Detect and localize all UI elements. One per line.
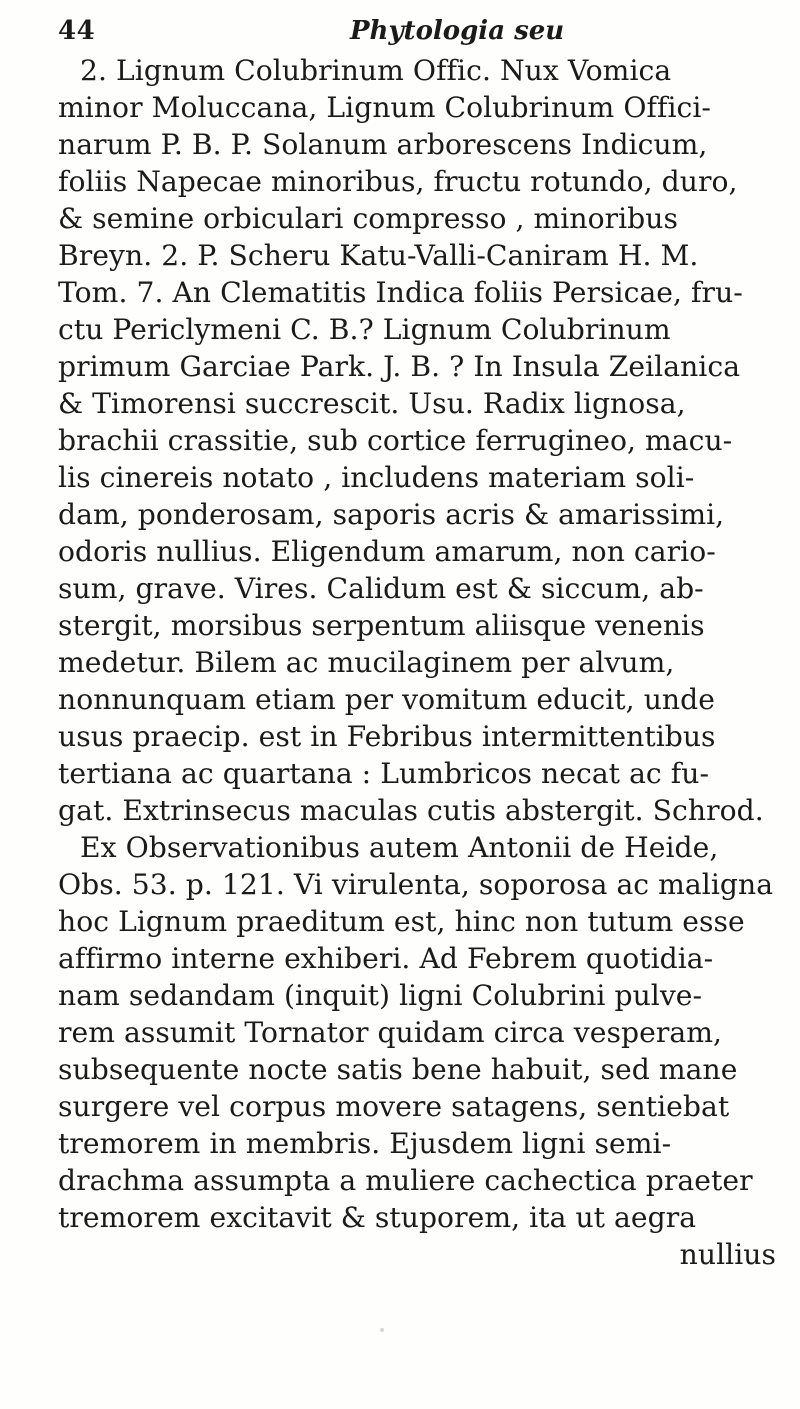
catchword: nullius xyxy=(679,1238,776,1271)
text-line-27: rem assumit Tornator quidam circa vesperam, xyxy=(58,1016,723,1049)
body-text xyxy=(58,52,794,1273)
text-line-13: dam, ponderosam, saporis acris & amarissimi, xyxy=(58,498,725,531)
text-line-22: Ex Observationibus autem Antonii de Heide, xyxy=(80,831,719,864)
text-line-10: & Timorensi succrescit. Usu. Radix lignosa, xyxy=(58,387,686,420)
text-line-19: usus praecip. est in Febribus intermittentibus xyxy=(58,720,716,753)
running-title: Phytologia seu xyxy=(350,16,565,46)
text-line-12: lis cinereis notato , includens materiam soli- xyxy=(58,461,695,494)
text-line-20: tertiana ac quartana : Lumbricos necat ac fu- xyxy=(58,757,710,790)
text-line-8: ctu Periclymeni C. B.? Lignum Colubrinum xyxy=(58,313,671,346)
text-line-30: tremorem in membris. Ejusdem ligni semi- xyxy=(58,1127,672,1160)
text-line-21: gat. Extrinsecus maculas cutis abstergit. Schrod. xyxy=(58,794,764,827)
text-line-6: Breyn. 2. P. Scheru Katu-Valli-Caniram H. M. xyxy=(58,239,699,272)
text-line-15: sum, grave. Vires. Calidum est & siccum, ab- xyxy=(58,572,704,605)
paper-speck xyxy=(380,1328,384,1332)
text-line-4: foliis Napecae minoribus, fructu rotundo, duro, xyxy=(58,165,738,198)
text-line-23: Obs. 53. p. 121. Vi virulenta, soporosa ac maligna xyxy=(58,868,774,901)
text-line-1: 2. Lignum Colubrinum Offic. Nux Vomica xyxy=(80,54,672,87)
text-line-28: subsequente nocte satis bene habuit, sed mane xyxy=(58,1053,738,1086)
running-head xyxy=(58,8,778,48)
text-line-9: primum Garciae Park. J. B. ? In Insula Zeilanica xyxy=(58,350,741,383)
text-line-5: & semine orbiculari compresso , minoribus xyxy=(58,202,678,235)
text-line-3: narum P. B. P. Solanum arborescens Indicum, xyxy=(58,128,708,161)
text-line-26: nam sedandam (inquit) ligni Colubrini pulve- xyxy=(58,979,703,1012)
text-line-16: stergit, morsibus serpentum aliisque venenis xyxy=(58,609,705,642)
text-line-32: tremorem excitavit & stuporem, ita ut aegra xyxy=(58,1201,697,1234)
text-line-7: Tom. 7. An Clematitis Indica foliis Persicae, fru- xyxy=(58,276,743,309)
text-line-31: drachma assumpta a muliere cachectica praeter xyxy=(58,1164,753,1197)
text-line-11: brachii crassitie, sub cortice ferrugineo, macu- xyxy=(58,424,733,457)
text-line-25: affirmo interne exhiberi. Ad Febrem quotidia- xyxy=(58,942,714,975)
text-line-14: odoris nullius. Eligendum amarum, non cario- xyxy=(58,535,716,568)
text-line-18: nonnunquam etiam per vomitum educit, unde xyxy=(58,683,715,716)
page-number: 44 xyxy=(58,16,96,46)
text-line-24: hoc Lignum praeditum est, hinc non tutum esse xyxy=(58,905,745,938)
text-line-29: surgere vel corpus movere satagens, sentiebat xyxy=(58,1090,730,1123)
text-line-17: medetur. Bilem ac mucilaginem per alvum, xyxy=(58,646,675,679)
text-line-2: minor Moluccana, Lignum Colubrinum Offici- xyxy=(58,91,711,124)
